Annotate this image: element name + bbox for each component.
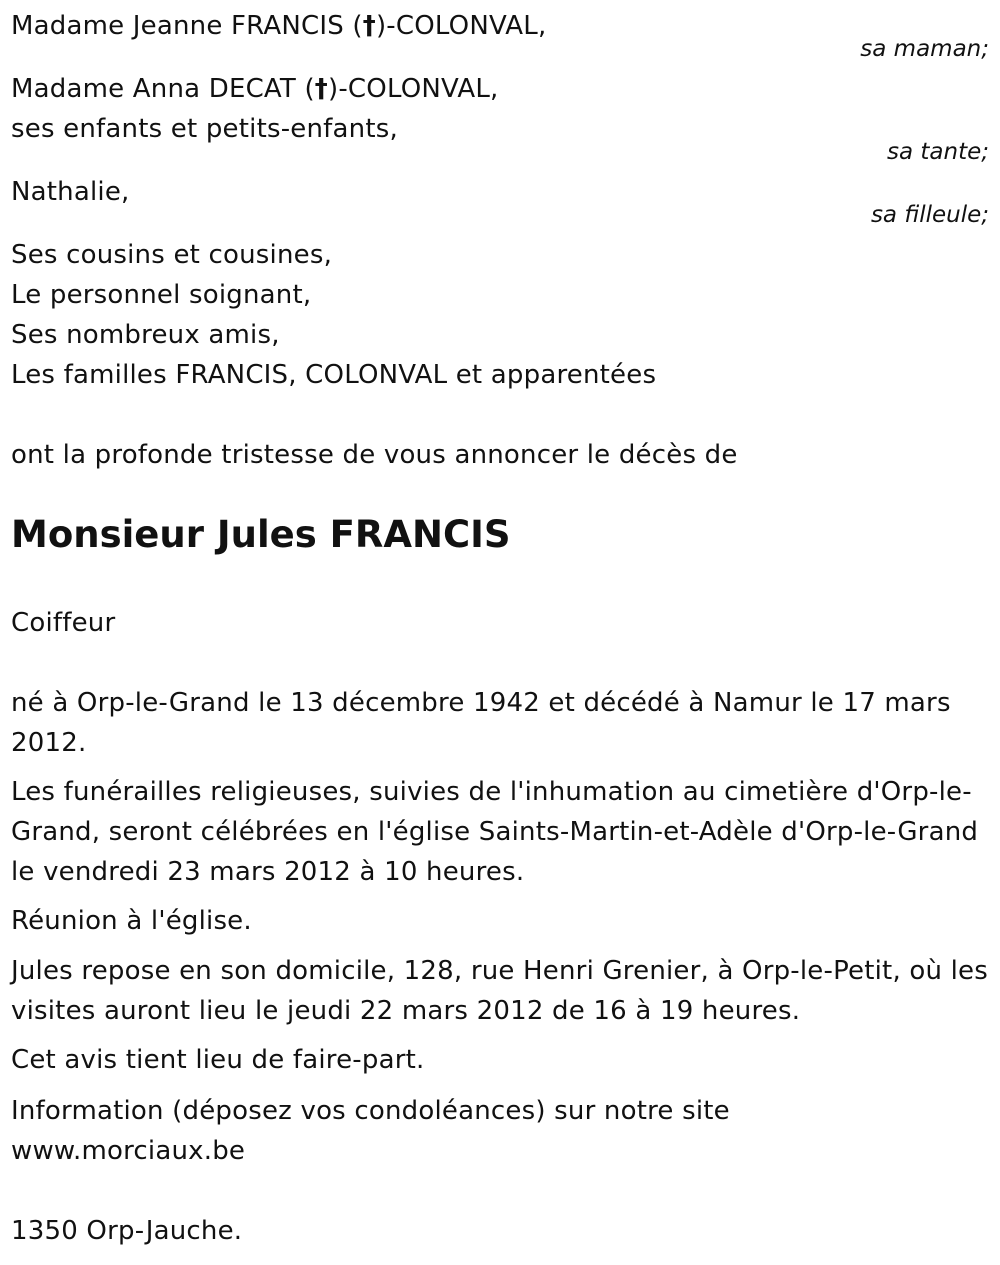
info-paragraph: Information (déposez vos condoléances) sur notre site www.morciaux.be bbox=[11, 1096, 730, 1166]
aunt-name-start: Madame Anna DECAT ( bbox=[11, 74, 315, 104]
cross-icon: † bbox=[362, 11, 376, 41]
deceased-name: Monsieur Jules FRANCIS bbox=[11, 513, 511, 556]
gathering-paragraph: Réunion à l'église. bbox=[11, 906, 252, 936]
mother-name-end: )-COLONVAL, bbox=[375, 11, 547, 41]
announcement: ont la profonde tristesse de vous annoncer le décès de bbox=[11, 440, 738, 470]
visits-paragraph: Jules repose en son domicile, 128, rue Henri Grenier, à Orp-le-Petit, où les visites auront lieu le jeudi 22 mars 2012 de 16 à 19 heures. bbox=[11, 956, 988, 1026]
goddaughter-line: Nathalie, bbox=[11, 177, 130, 207]
others-line: Ses nombreux amis, bbox=[11, 320, 280, 350]
mother-name-start: Madame Jeanne FRANCIS ( bbox=[11, 11, 363, 41]
birth-death-paragraph: né à Orp-le-Grand le 13 décembre 1942 et décédé à Namur le 17 mars 2012. bbox=[11, 688, 951, 758]
others-line: Ses cousins et cousines, bbox=[11, 240, 333, 270]
address: 1350 Orp-Jauche. bbox=[11, 1216, 243, 1246]
aunt-name-end: )-COLONVAL, bbox=[328, 74, 499, 104]
others-line: Les familles FRANCIS, COLONVAL et apparentées bbox=[11, 360, 657, 390]
cross-icon: † bbox=[314, 74, 328, 104]
aunt-line bbox=[11, 69, 498, 109]
aunt-relation: sa tante; bbox=[887, 139, 989, 165]
others-line: Le personnel soignant, bbox=[11, 280, 312, 310]
mother-line bbox=[11, 6, 546, 46]
aunt-family-line: ses enfants et petits-enfants, bbox=[11, 114, 398, 144]
goddaughter-relation: sa filleule; bbox=[870, 202, 989, 228]
mother-relation: sa maman; bbox=[860, 36, 989, 62]
notice-paragraph: Cet avis tient lieu de faire-part. bbox=[11, 1045, 425, 1075]
funeral-paragraph: Les funérailles religieuses, suivies de l'inhumation au cimetière d'Orp-le-Grand, seront célébrées en l'église Saints-Martin-et-Adèle d'Orp-le-Grand le vendredi 23 mars 2012 à 10 heures. bbox=[11, 777, 979, 887]
profession: Coiffeur bbox=[11, 608, 116, 638]
